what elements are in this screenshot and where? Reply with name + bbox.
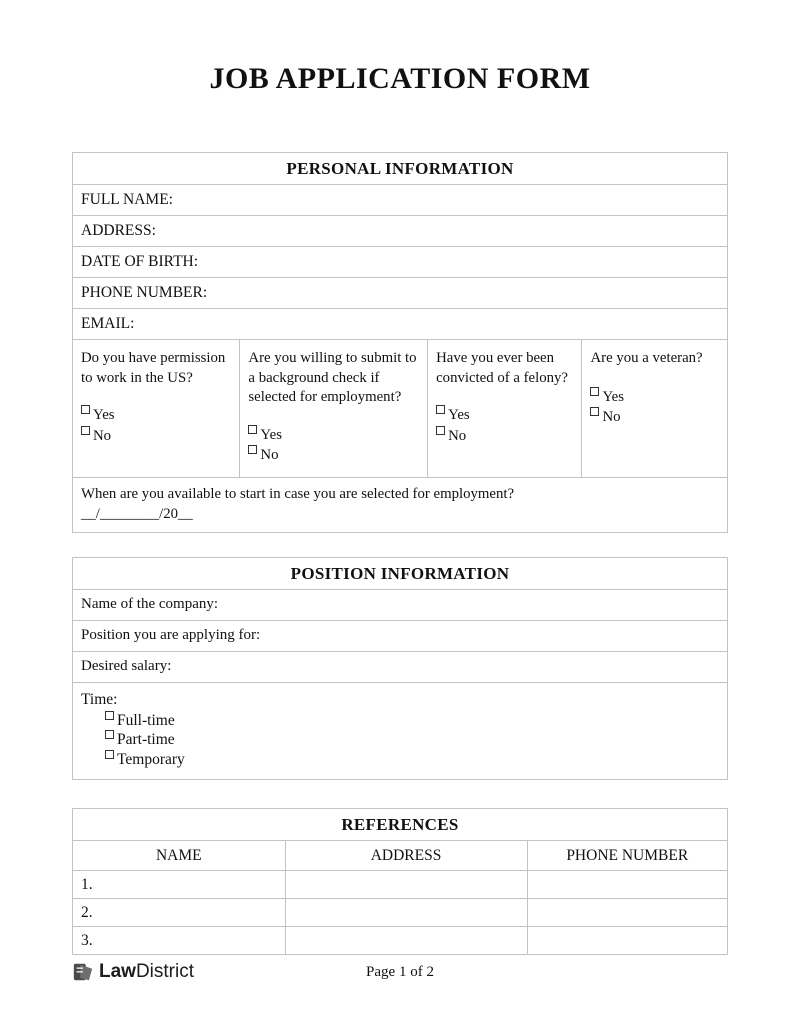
personal-information-header: PERSONAL INFORMATION [73, 153, 727, 185]
personal-information-table [72, 152, 728, 533]
reference-2-name-cell[interactable] [73, 899, 286, 926]
position-information-header: POSITION INFORMATION [73, 558, 727, 590]
question-work-permission [73, 340, 240, 477]
date-of-birth-field[interactable] [73, 247, 727, 278]
checkbox-label: Part-time [117, 731, 175, 748]
background-check-yes-option[interactable] [248, 425, 419, 446]
position-applying-field[interactable] [73, 621, 727, 652]
felony-yes-option[interactable] [436, 405, 573, 426]
checkbox-icon[interactable] [590, 387, 599, 396]
checkbox-label: Temporary [117, 750, 185, 768]
date-of-birth-label: DATE OF BIRTH: [81, 253, 199, 270]
work-permission-yes-option[interactable] [81, 405, 231, 426]
full-name-label: FULL NAME: [81, 191, 173, 208]
phone-number-field[interactable] [73, 278, 727, 309]
background-check-no-option[interactable] [248, 445, 419, 466]
checkbox-label: Yes [93, 407, 115, 423]
reference-3-name-cell[interactable] [73, 927, 286, 954]
checkbox-icon[interactable] [248, 445, 257, 454]
checkbox-icon[interactable] [590, 407, 599, 416]
checkbox-label: Yes [602, 388, 624, 405]
checkbox-label: No [93, 427, 112, 444]
availability-question: When are you available to start in case you are selected for employment? [81, 486, 515, 502]
reference-2-phone-cell[interactable] [528, 899, 727, 926]
veteran-yes-option[interactable] [590, 387, 719, 408]
checkbox-label: Yes [448, 407, 470, 423]
part-time-option[interactable] [105, 730, 719, 750]
checkbox-label: No [260, 447, 279, 463]
availability-date-blank[interactable]: __/________/20__ [81, 505, 193, 522]
yes-no-questions-row [73, 340, 727, 478]
question-veteran [582, 340, 727, 477]
work-permission-no-option[interactable] [81, 426, 231, 447]
full-time-option[interactable] [105, 711, 719, 731]
row-number: 1. [81, 876, 93, 893]
references-column-headers [73, 841, 727, 871]
time-section [73, 683, 727, 779]
references-phone-column-header: PHONE NUMBER [566, 847, 689, 864]
logo-text-law: Law [99, 961, 136, 982]
desired-salary-label: Desired salary: [81, 658, 172, 674]
phone-number-label: PHONE NUMBER: [81, 284, 208, 301]
felony-no-option[interactable] [436, 426, 573, 447]
checkbox-icon[interactable] [436, 405, 445, 414]
checkbox-icon[interactable] [105, 750, 114, 759]
reference-1-phone-cell[interactable] [528, 871, 727, 898]
checkbox-icon[interactable] [436, 426, 445, 435]
reference-3-address-cell[interactable] [286, 927, 528, 954]
checkbox-icon[interactable] [81, 405, 90, 414]
question-options [590, 387, 719, 428]
checkbox-label: Full-time [117, 711, 175, 729]
page-number: Page 1 of 2 [366, 964, 434, 980]
question-options [81, 405, 231, 446]
question-text: Have you ever been convicted of a felony? [436, 350, 568, 386]
checkbox-icon[interactable] [81, 426, 90, 435]
time-label: Time: [81, 691, 118, 708]
position-applying-label: Position you are applying for: [81, 627, 261, 643]
checkbox-icon[interactable] [248, 425, 257, 434]
reference-1-address-cell[interactable] [286, 871, 528, 898]
row-number: 2. [81, 904, 93, 921]
question-text: Do you have permission to work in the US? [81, 350, 226, 386]
address-label: ADDRESS: [81, 222, 156, 239]
checkbox-icon[interactable] [105, 730, 114, 739]
checkbox-icon[interactable] [105, 711, 114, 720]
question-text: Are you a veteran? [590, 350, 703, 366]
checkbox-label: Yes [260, 426, 282, 443]
reference-3-phone-cell[interactable] [528, 927, 727, 954]
reference-row-2 [73, 899, 727, 927]
reference-row-3 [73, 927, 727, 954]
checkbox-label: No [602, 409, 621, 425]
checkbox-label: No [448, 427, 467, 444]
reference-2-address-cell[interactable] [286, 899, 528, 926]
email-field[interactable] [73, 309, 727, 340]
company-name-label: Name of the company: [81, 596, 219, 612]
references-address-column-header: ADDRESS [286, 841, 528, 870]
address-field[interactable] [73, 216, 727, 247]
email-label: EMAIL: [81, 315, 135, 332]
references-name-column-header: NAME [73, 841, 286, 870]
question-options [248, 425, 419, 466]
reference-row-1 [73, 871, 727, 899]
page-title: JOB APPLICATION FORM [209, 62, 591, 95]
reference-1-name-cell[interactable] [73, 871, 286, 898]
time-options [105, 711, 719, 770]
question-background-check [240, 340, 428, 477]
page-footer [0, 961, 800, 987]
full-name-field[interactable] [73, 185, 727, 216]
veteran-no-option[interactable] [590, 407, 719, 428]
question-text: Are you willing to submit to a background check if selected for employment? [248, 350, 417, 405]
question-options [436, 405, 573, 446]
logo-text-district: District [135, 961, 195, 982]
references-table [72, 808, 728, 955]
references-header: REFERENCES [73, 809, 727, 841]
desired-salary-field[interactable] [73, 652, 727, 683]
row-number: 3. [81, 932, 93, 949]
availability-row[interactable] [73, 478, 727, 532]
position-information-table [72, 557, 728, 780]
temporary-option[interactable] [105, 750, 719, 770]
company-name-field[interactable] [73, 590, 727, 621]
question-felony [428, 340, 582, 477]
